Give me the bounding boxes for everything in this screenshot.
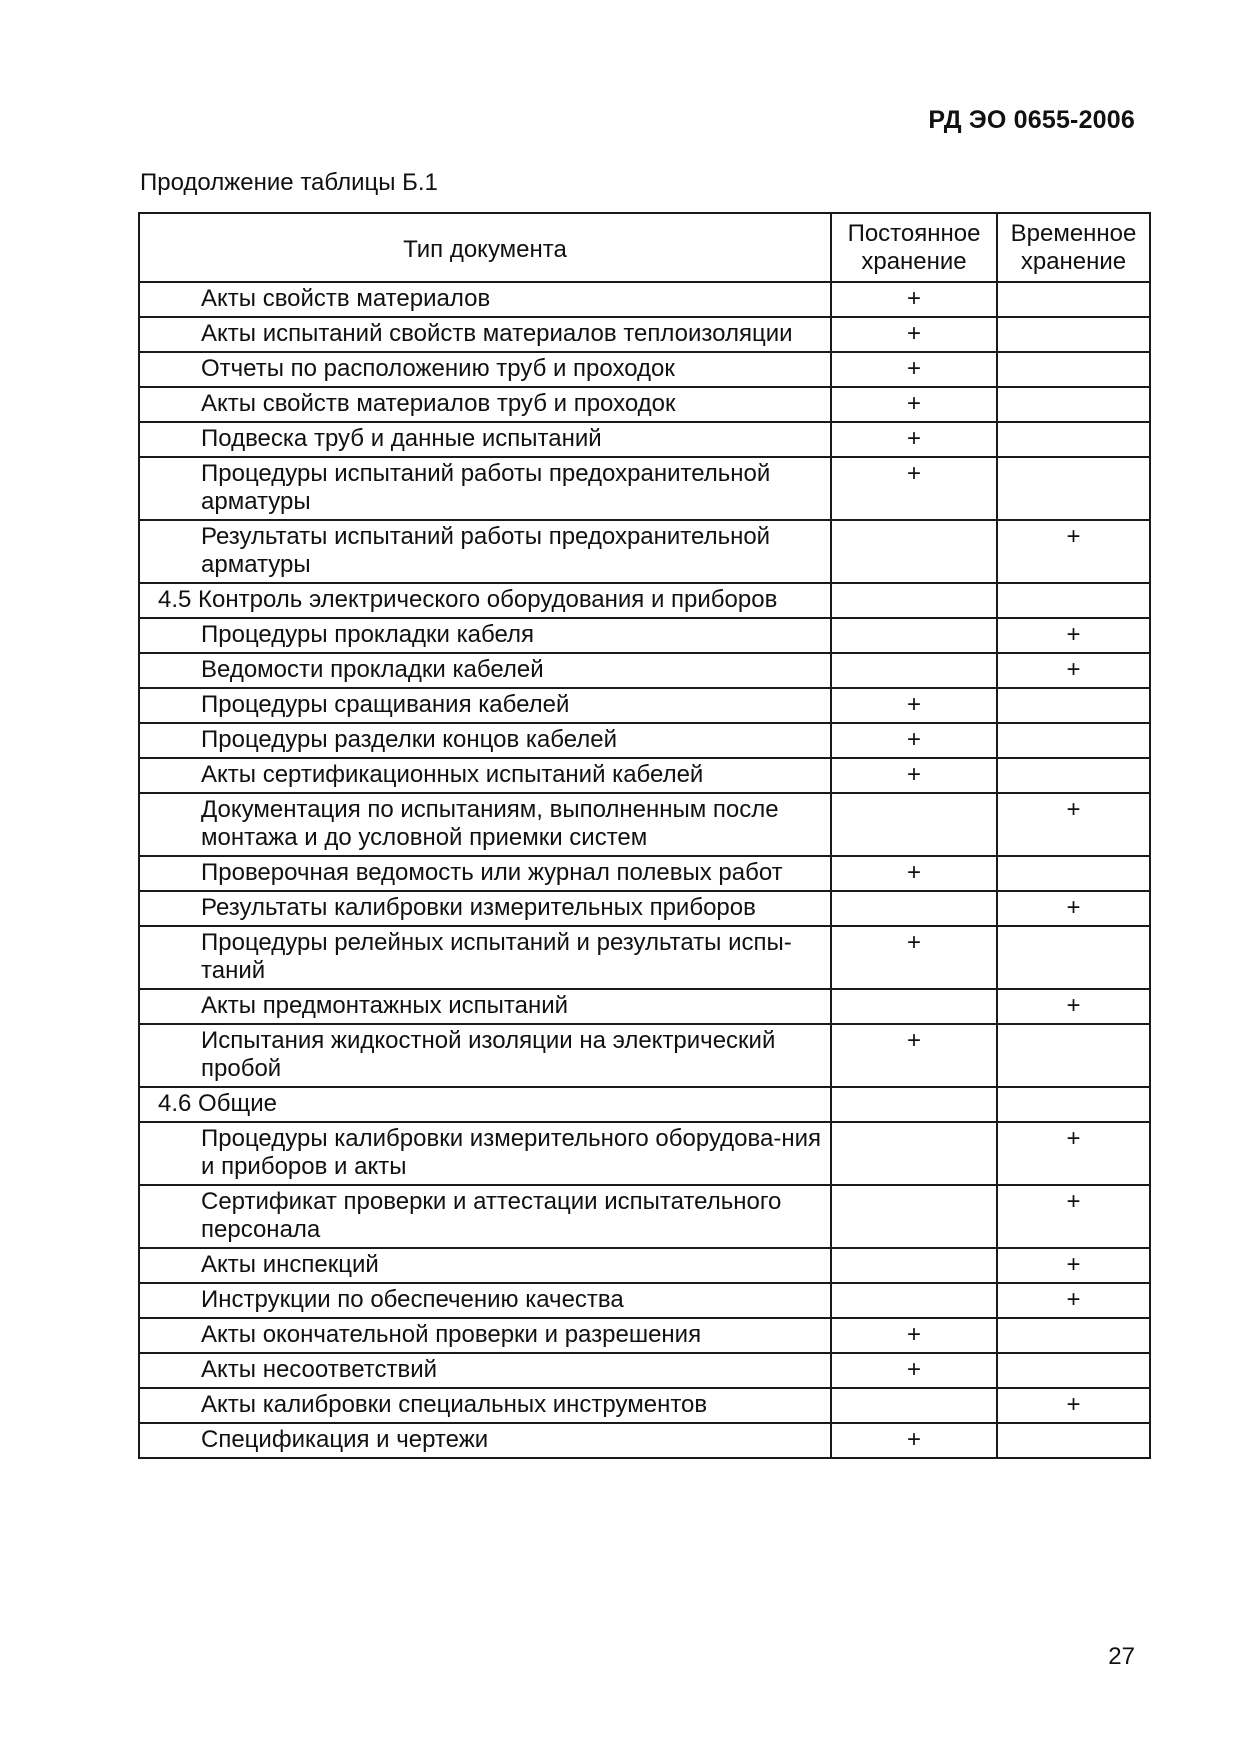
document-type-cell: Процедуры разделки концов кабелей (139, 723, 831, 758)
permanent-storage-cell (831, 1283, 997, 1318)
temporary-storage-cell: + (997, 520, 1150, 583)
document-type-cell: Проверочная ведомость или журнал полевых работ (139, 856, 831, 891)
table-row (139, 520, 1150, 583)
permanent-storage-cell: + (831, 387, 997, 422)
column-header-temporary-storage: Временное хранение (997, 213, 1150, 282)
permanent-storage-cell (831, 1185, 997, 1248)
permanent-storage-cell: + (831, 282, 997, 317)
permanent-storage-cell (831, 891, 997, 926)
permanent-storage-cell: + (831, 422, 997, 457)
table-row (139, 352, 1150, 387)
document-type-cell: Акты предмонтажных испытаний (139, 989, 831, 1024)
temporary-storage-cell (997, 1423, 1150, 1458)
document-type-cell: Акты окончательной проверки и разрешения (139, 1318, 831, 1353)
temporary-storage-cell (997, 1318, 1150, 1353)
permanent-storage-cell: + (831, 723, 997, 758)
temporary-storage-cell (997, 457, 1150, 520)
permanent-storage-cell (831, 793, 997, 856)
permanent-storage-cell: + (831, 1024, 997, 1087)
document-type-cell: Акты испытаний свойств материалов теплоизоляции (139, 317, 831, 352)
section-heading-cell: 4.6 Общие (139, 1087, 831, 1122)
table-row (139, 457, 1150, 520)
table-row (139, 688, 1150, 723)
temporary-storage-cell: + (997, 1185, 1150, 1248)
temporary-storage-cell: + (997, 989, 1150, 1024)
table-row (139, 1388, 1150, 1423)
temporary-storage-cell (997, 583, 1150, 618)
table-row (139, 989, 1150, 1024)
temporary-storage-cell (997, 422, 1150, 457)
temporary-storage-cell: + (997, 1388, 1150, 1423)
table-caption: Продолжение таблицы Б.1 (140, 169, 438, 196)
temporary-storage-cell (997, 926, 1150, 989)
document-type-cell: Сертификат проверки и аттестации испытательного персонала (139, 1185, 831, 1248)
table-row (139, 1248, 1150, 1283)
table-row (139, 317, 1150, 352)
table-row (139, 1353, 1150, 1388)
table-row (139, 282, 1150, 317)
permanent-storage-cell (831, 1388, 997, 1423)
permanent-storage-cell: + (831, 856, 997, 891)
table-row (139, 618, 1150, 653)
table-row (139, 1122, 1150, 1185)
table-row (139, 926, 1150, 989)
document-storage-table (138, 212, 1151, 1459)
document-type-cell: Спецификация и чертежи (139, 1423, 831, 1458)
document-type-cell: Документация по испытаниям, выполненным после монтажа и до условной приемки систем (139, 793, 831, 856)
table-row (139, 387, 1150, 422)
temporary-storage-cell (997, 758, 1150, 793)
permanent-storage-cell (831, 1248, 997, 1283)
permanent-storage-cell: + (831, 926, 997, 989)
document-type-cell: Отчеты по расположению труб и проходок (139, 352, 831, 387)
temporary-storage-cell (997, 1024, 1150, 1087)
section-row (139, 1087, 1150, 1122)
temporary-storage-cell (997, 282, 1150, 317)
table-row (139, 758, 1150, 793)
temporary-storage-cell (997, 723, 1150, 758)
document-type-cell: Процедуры сращивания кабелей (139, 688, 831, 723)
temporary-storage-cell (997, 1353, 1150, 1388)
temporary-storage-cell (997, 1087, 1150, 1122)
document-type-cell: Результаты испытаний работы предохранительной арматуры (139, 520, 831, 583)
permanent-storage-cell (831, 653, 997, 688)
table-row (139, 1185, 1150, 1248)
table-row (139, 1318, 1150, 1353)
table-row (139, 891, 1150, 926)
table-header-row (139, 213, 1150, 282)
document-type-cell: Процедуры калибровки измерительного оборудова-ния и приборов и акты (139, 1122, 831, 1185)
permanent-storage-cell (831, 618, 997, 653)
table-row (139, 723, 1150, 758)
document-type-cell: Подвеска труб и данные испытаний (139, 422, 831, 457)
permanent-storage-cell: + (831, 1353, 997, 1388)
table-row (139, 1024, 1150, 1087)
table-row (139, 422, 1150, 457)
column-header-document-type: Тип документа (139, 213, 831, 282)
temporary-storage-cell: + (997, 793, 1150, 856)
table-row (139, 856, 1150, 891)
temporary-storage-cell: + (997, 891, 1150, 926)
permanent-storage-cell: + (831, 457, 997, 520)
temporary-storage-cell (997, 317, 1150, 352)
document-type-cell: Акты сертификационных испытаний кабелей (139, 758, 831, 793)
permanent-storage-cell (831, 989, 997, 1024)
document-type-cell: Процедуры релейных испытаний и результаты испы-таний (139, 926, 831, 989)
permanent-storage-cell: + (831, 352, 997, 387)
permanent-storage-cell: + (831, 1423, 997, 1458)
document-type-cell: Результаты калибровки измерительных приборов (139, 891, 831, 926)
document-type-cell: Процедуры прокладки кабеля (139, 618, 831, 653)
permanent-storage-cell: + (831, 758, 997, 793)
temporary-storage-cell: + (997, 653, 1150, 688)
table-row (139, 653, 1150, 688)
temporary-storage-cell (997, 387, 1150, 422)
table-row (139, 1423, 1150, 1458)
temporary-storage-cell: + (997, 1283, 1150, 1318)
document-code: РД ЭО 0655-2006 (928, 106, 1135, 134)
table-row (139, 793, 1150, 856)
document-type-cell: Акты калибровки специальных инструментов (139, 1388, 831, 1423)
document-type-cell: Испытания жидкостной изоляции на электрический пробой (139, 1024, 831, 1087)
temporary-storage-cell (997, 352, 1150, 387)
permanent-storage-cell (831, 520, 997, 583)
page-number: 27 (1108, 1643, 1135, 1670)
section-row (139, 583, 1150, 618)
document-type-cell: Инструкции по обеспечению качества (139, 1283, 831, 1318)
table-row (139, 1283, 1150, 1318)
permanent-storage-cell (831, 583, 997, 618)
permanent-storage-cell: + (831, 317, 997, 352)
temporary-storage-cell (997, 688, 1150, 723)
document-type-cell: Акты несоответствий (139, 1353, 831, 1388)
permanent-storage-cell: + (831, 1318, 997, 1353)
document-type-cell: Процедуры испытаний работы предохранительной арматуры (139, 457, 831, 520)
temporary-storage-cell: + (997, 1248, 1150, 1283)
column-header-permanent-storage: Постоянное хранение (831, 213, 997, 282)
section-heading-cell: 4.5 Контроль электрического оборудования и приборов (139, 583, 831, 618)
temporary-storage-cell: + (997, 1122, 1150, 1185)
permanent-storage-cell (831, 1087, 997, 1122)
temporary-storage-cell: + (997, 618, 1150, 653)
document-type-cell: Ведомости прокладки кабелей (139, 653, 831, 688)
temporary-storage-cell (997, 856, 1150, 891)
permanent-storage-cell: + (831, 688, 997, 723)
document-type-cell: Акты свойств материалов труб и проходок (139, 387, 831, 422)
document-type-cell: Акты свойств материалов (139, 282, 831, 317)
permanent-storage-cell (831, 1122, 997, 1185)
document-type-cell: Акты инспекций (139, 1248, 831, 1283)
